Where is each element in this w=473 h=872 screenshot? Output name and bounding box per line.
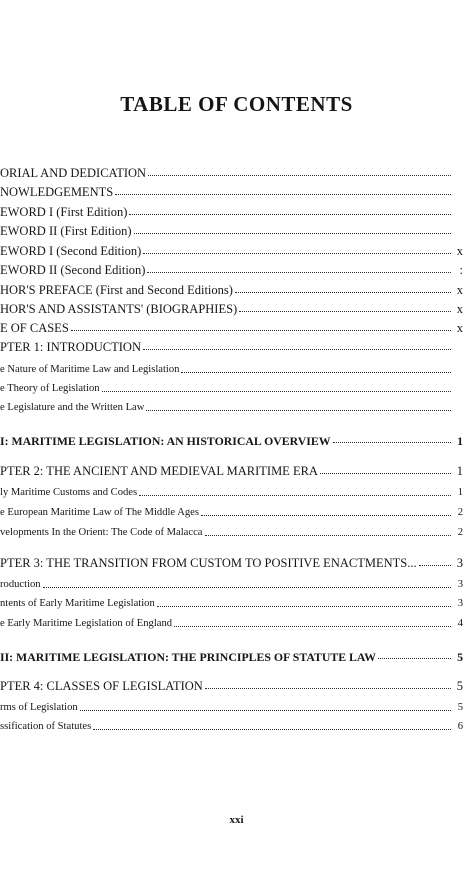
toc-section-entry — [0, 402, 463, 413]
dot-leader — [239, 302, 451, 312]
toc-section-entry — [0, 702, 463, 713]
toc-entry-page: x — [456, 244, 463, 258]
toc-entry-page: 4 — [457, 618, 463, 629]
dot-leader — [143, 340, 451, 350]
toc-chapter-entry — [0, 263, 463, 278]
dot-leader — [139, 487, 451, 496]
toc-chapter-entry — [0, 302, 463, 317]
toc-entry-page: x — [456, 283, 463, 297]
toc-entry-label: PTER 1: INTRODUCTION — [0, 340, 141, 354]
toc-entry-label: EWORD II (First Edition) — [0, 224, 132, 238]
page-title: TABLE OF CONTENTS — [120, 92, 353, 116]
toc-entry-label: EWORD I (Second Edition) — [0, 244, 142, 258]
toc-chapter-entry — [0, 283, 463, 298]
dot-leader — [115, 185, 451, 195]
dot-leader — [148, 166, 451, 176]
toc-entry-page: : — [459, 263, 463, 277]
toc-chapter-entry — [0, 321, 463, 336]
toc-section-entry — [0, 487, 463, 498]
toc-part-heading — [0, 650, 463, 665]
toc-chapter-entry — [0, 679, 463, 694]
toc-entry-label: NOWLEDGEMENTS — [0, 185, 114, 199]
toc-entry-page: 3 — [457, 598, 463, 609]
toc-chapter-entry — [0, 340, 463, 355]
toc-entry-page: 5 — [457, 702, 463, 713]
dot-leader — [333, 434, 451, 443]
toc-entry-label: EWORD II (Second Edition) — [0, 263, 146, 277]
toc-chapter-entry — [0, 166, 463, 181]
toc-entry-page: 3 — [457, 579, 463, 590]
toc-section-entry — [0, 579, 463, 590]
toc-section-entry — [0, 364, 463, 375]
dot-leader — [93, 721, 451, 730]
toc-entry-page: 6 — [457, 721, 463, 732]
toc-entry-label: I: MARITIME LEGISLATION: AN HISTORICAL OVERVIEW — [0, 434, 331, 448]
toc-entry-page: 2 — [457, 507, 463, 518]
dot-leader — [181, 364, 451, 373]
toc-part-heading — [0, 434, 463, 449]
toc-chapter-entry — [0, 185, 463, 200]
toc-entry-label: PTER 4: CLASSES OF LEGISLATION — [0, 679, 203, 693]
toc-chapter-entry — [0, 224, 463, 239]
toc-entry-label: PTER 3: THE TRANSITION FROM CUSTOM TO POSITIVE ENACTMENTS... — [0, 556, 417, 570]
toc-entry-label: velopments In the Orient: The Code of Malacca — [0, 527, 203, 538]
dot-leader — [157, 598, 451, 607]
toc-entry-label: e European Maritime Law of The Middle Ages — [0, 507, 199, 518]
dot-leader — [419, 556, 451, 566]
toc-entry-label: e Legislature and the Written Law — [0, 402, 145, 413]
toc-entry-label: HOR'S AND ASSISTANTS' (BIOGRAPHIES) — [0, 302, 238, 316]
toc-entry-label: PTER 2: THE ANCIENT AND MEDIEVAL MARITIME ERA — [0, 464, 318, 478]
toc-section-entry — [0, 598, 463, 609]
toc-section-entry — [0, 383, 463, 394]
dot-leader — [43, 579, 451, 588]
toc-entry-label: HOR'S PREFACE (First and Second Editions) — [0, 283, 233, 297]
dot-leader — [129, 205, 451, 215]
dot-leader — [174, 618, 451, 627]
dot-leader — [201, 507, 451, 516]
dot-leader — [378, 650, 451, 659]
dot-leader — [146, 402, 451, 411]
toc-entry-label: e Theory of Legislation — [0, 383, 100, 394]
toc-entry-label: e Early Maritime Legislation of England — [0, 618, 173, 629]
toc-entry-page: 1 — [456, 464, 463, 478]
dot-leader — [205, 679, 451, 689]
toc-section-entry — [0, 527, 463, 538]
toc-chapter-entry — [0, 464, 463, 479]
toc-entry-label: rms of Legislation — [0, 702, 78, 713]
toc-entry-page: 1 — [457, 434, 463, 448]
toc-entry-label: ORIAL AND DEDICATION — [0, 166, 147, 180]
toc-entry-label: EWORD I (First Edition) — [0, 205, 128, 219]
toc-entry-label: ssification of Statutes — [0, 721, 92, 732]
page-number: xxi — [229, 814, 244, 826]
toc-entry-page: 5 — [457, 650, 463, 664]
toc-entry-label: E OF CASES — [0, 321, 69, 335]
toc-chapter-entry — [0, 556, 463, 571]
dot-leader — [102, 383, 451, 392]
toc-chapter-entry — [0, 244, 463, 259]
toc-entry-page: 5 — [456, 679, 463, 693]
toc-entry-label: II: MARITIME LEGISLATION: THE PRINCIPLES OF STATUTE LAW — [0, 650, 376, 664]
dot-leader — [147, 263, 451, 273]
dot-leader — [205, 527, 452, 536]
toc-entry-page: 1 — [457, 487, 463, 498]
toc-section-entry — [0, 507, 463, 518]
dot-leader — [80, 702, 451, 711]
toc-entry-page: x — [456, 302, 463, 316]
dot-leader — [235, 283, 451, 293]
dot-leader — [320, 464, 451, 474]
toc-chapter-entry — [0, 205, 463, 220]
toc-entry-page: 2 — [457, 527, 463, 538]
dot-leader — [134, 224, 451, 234]
toc-entry-page: 3 — [456, 556, 463, 570]
toc-entry-label: ntents of Early Maritime Legislation — [0, 598, 155, 609]
toc-entry-label: roduction — [0, 579, 41, 590]
toc-section-entry — [0, 721, 463, 732]
dot-leader — [143, 244, 451, 254]
toc-entry-label: e Nature of Maritime Law and Legislation — [0, 364, 180, 375]
toc-entry-label: ly Maritime Customs and Codes — [0, 487, 138, 498]
dot-leader — [71, 321, 451, 331]
toc-section-entry — [0, 618, 463, 629]
toc-entry-page: x — [456, 321, 463, 335]
